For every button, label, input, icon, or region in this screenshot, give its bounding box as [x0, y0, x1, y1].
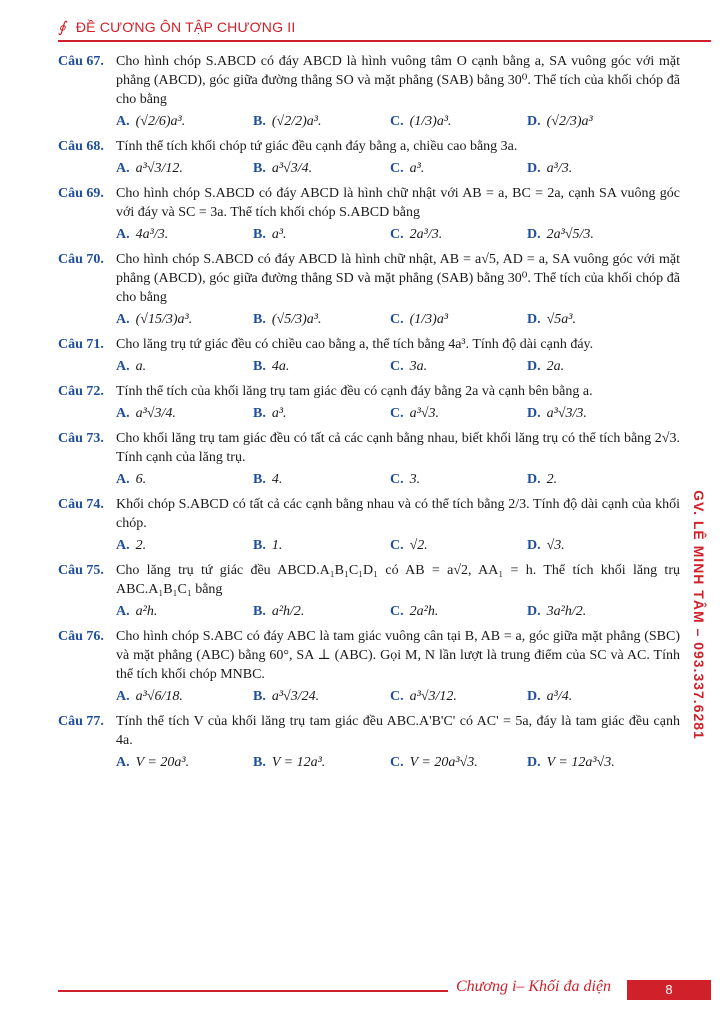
option-value: a³√6/18. [135, 689, 183, 704]
option-value: a. [135, 359, 147, 374]
question-label: Câu 75. [58, 563, 104, 578]
option-value: a³. [271, 406, 287, 421]
option-label: C. [390, 755, 404, 770]
question-text: Cho khối lăng trụ tam giác đều có tất cả các cạnh bằng nhau, biết khối lăng trụ có thể tích bằng 2√3. Tính cạnh của lăng trụ. [116, 431, 680, 465]
option-label: D. [527, 472, 541, 487]
footer-chapter: Chương i– Khối đa diện [456, 978, 612, 995]
option-value: a³√3/3. [546, 406, 587, 421]
option-label: C. [390, 689, 404, 704]
question-head [58, 52, 680, 109]
option-label: A. [116, 161, 130, 176]
option-label: B. [253, 312, 266, 327]
option-value: 4a. [271, 359, 290, 374]
answer-option[interactable] [527, 225, 664, 244]
question-item [58, 429, 680, 489]
answer-option[interactable] [253, 470, 390, 489]
question-item [58, 184, 680, 244]
option-label: A. [116, 472, 130, 487]
page-footer [58, 978, 711, 1004]
option-label: D. [527, 312, 541, 327]
question-text: Cho lăng trụ tứ giác đều có chiều cao bằng a, thể tích bằng 4a³. Tính độ dài cạnh đáy. [116, 337, 594, 352]
question-head [58, 335, 680, 354]
option-value: a³√3/24. [271, 689, 320, 704]
option-value: (1/3)a³. [409, 114, 452, 129]
option-label: A. [116, 755, 130, 770]
option-label: B. [253, 472, 266, 487]
answer-option[interactable] [390, 404, 527, 423]
answer-option[interactable] [527, 159, 664, 178]
option-value: 2. [546, 472, 558, 487]
answer-option[interactable] [253, 310, 390, 329]
answer-option[interactable] [527, 687, 664, 706]
option-value: a³/3. [546, 161, 573, 176]
question-item [58, 495, 680, 555]
answer-option[interactable] [390, 310, 527, 329]
option-label: B. [253, 538, 266, 553]
option-value: (√5/3)a³. [271, 312, 322, 327]
option-label: D. [527, 161, 541, 176]
question-text: Cho hình chóp S.ABCD có đáy ABCD là hình vuông tâm O cạnh bằng a, SA vuông góc với mặt phẳng (ABCD), góc giữa đường thẳng SO và mặt phẳng (SAB) bằng 30⁰. Thể tích của khối chóp đã cho bằng [116, 54, 680, 107]
question-label: Câu 68. [58, 139, 104, 154]
option-value: a²h/2. [271, 604, 305, 619]
answer-options [58, 753, 680, 772]
header-title: ĐỀ CƯƠNG ÔN TẬP CHƯƠNG II [75, 19, 296, 35]
answer-options [58, 225, 680, 244]
answer-option[interactable] [116, 112, 253, 131]
question-text: Tính thể tích khối chóp tứ giác đều cạnh đáy bằng a, chiều cao bằng 3a. [116, 139, 518, 154]
answer-options [58, 687, 680, 706]
answer-option[interactable] [527, 536, 664, 555]
option-value: 2a³√5/3. [546, 227, 594, 242]
option-value: a³√3/12. [409, 689, 457, 704]
answer-option[interactable] [527, 404, 664, 423]
answer-option[interactable] [253, 357, 390, 376]
question-label: Câu 70. [58, 252, 104, 267]
option-value: a³. [271, 227, 287, 242]
option-label: A. [116, 689, 130, 704]
answer-option[interactable] [527, 357, 664, 376]
option-value: √3. [546, 538, 565, 553]
integral-icon: ∮ [58, 20, 66, 36]
author-contact: GV. LÊ MINH TÂM – 093.337.6281 [691, 490, 707, 740]
page-header [58, 18, 711, 42]
answer-option[interactable] [253, 159, 390, 178]
option-label: B. [253, 755, 266, 770]
answer-options [58, 470, 680, 489]
option-label: D. [527, 114, 541, 129]
option-label: B. [253, 406, 266, 421]
answer-option[interactable] [116, 310, 253, 329]
question-item [58, 52, 680, 131]
question-text: Tính thể tích V của khối lăng trụ tam giác đều ABC.A'B'C' có AC' = 5a, đáy là tam giác đều cạnh 4a. [116, 714, 680, 748]
footer-rule [58, 990, 448, 992]
option-value: a³√3/12. [135, 161, 183, 176]
question-label: Câu 77. [58, 714, 104, 729]
answer-option[interactable] [253, 112, 390, 131]
option-value: 3a. [409, 359, 428, 374]
option-value: a³√3/4. [135, 406, 176, 421]
option-value: a³√3. [409, 406, 440, 421]
answer-option[interactable] [390, 687, 527, 706]
answer-option[interactable] [390, 470, 527, 489]
option-value: 2a³/3. [409, 227, 443, 242]
option-value: a³/4. [546, 689, 573, 704]
question-item [58, 250, 680, 329]
option-label: A. [116, 538, 130, 553]
option-label: A. [116, 406, 130, 421]
answer-option[interactable] [116, 687, 253, 706]
question-label: Câu 69. [58, 186, 104, 201]
question-item [58, 712, 680, 772]
option-label: B. [253, 161, 266, 176]
page-number: 8 [627, 980, 711, 1000]
answer-option[interactable] [116, 357, 253, 376]
answer-option[interactable] [253, 602, 390, 621]
option-label: C. [390, 227, 404, 242]
answer-option[interactable] [527, 310, 664, 329]
option-label: C. [390, 538, 404, 553]
option-value: 4a³/3. [135, 227, 169, 242]
option-value: V = 20a³. [135, 755, 190, 770]
question-label: Câu 72. [58, 384, 104, 399]
option-label: B. [253, 227, 266, 242]
answer-option[interactable] [253, 687, 390, 706]
question-list [58, 52, 680, 778]
answer-option[interactable] [527, 470, 664, 489]
option-value: 6. [135, 472, 147, 487]
option-value: V = 12a³. [271, 755, 326, 770]
answer-option[interactable] [527, 602, 664, 621]
option-value: a³. [409, 161, 425, 176]
question-text: Cho lăng trụ tứ giác đều ABCD.A₁B₁C₁D₁ có AB = a√2, AA₁ = h. Thể tích khối lăng trụ ABC.A₁B₁C₁ bằng [116, 563, 680, 597]
option-value: (√2/3)a³ [546, 114, 593, 129]
question-text: Cho hình chóp S.ABCD có đáy ABCD là hình chữ nhật với AB = a, BC = 2a, cạnh SA vuông góc với đáy và SC = 3a. Thể tích khối chóp S.ABCD bằng [116, 186, 680, 220]
option-label: C. [390, 604, 404, 619]
answer-option[interactable] [116, 159, 253, 178]
question-item [58, 627, 680, 706]
question-item [58, 561, 680, 621]
answer-options [58, 602, 680, 621]
question-head [58, 712, 680, 750]
answer-options [58, 112, 680, 131]
question-head [58, 561, 680, 599]
option-label: C. [390, 406, 404, 421]
option-value: (√2/6)a³. [135, 114, 186, 129]
option-label: D. [527, 227, 541, 242]
option-value: 3a²h/2. [546, 604, 587, 619]
answer-options [58, 404, 680, 423]
answer-options [58, 310, 680, 329]
option-label: D. [527, 359, 541, 374]
option-value: (√2/2)a³. [271, 114, 322, 129]
question-head [58, 627, 680, 684]
answer-option[interactable] [253, 753, 390, 772]
question-label: Câu 67. [58, 54, 104, 69]
option-label: D. [527, 406, 541, 421]
question-text: Cho hình chóp S.ABCD có đáy ABCD là hình chữ nhật, AB = a√5, AD = a, SA vuông góc với mặt phẳng (ABCD), góc giữa đường thẳng SD và mặt phẳng (SAB) bằng 30⁰. Thể tích của khối chóp đã cho bằng [116, 252, 680, 305]
question-text: Khối chóp S.ABCD có tất cả các cạnh bằng nhau và có thể tích bằng 2/3. Tính độ dài cạnh của khối chóp. [116, 497, 680, 531]
answer-options [58, 536, 680, 555]
option-value: a²h. [135, 604, 158, 619]
answer-option[interactable] [390, 753, 527, 772]
answer-option[interactable] [390, 536, 527, 555]
option-label: B. [253, 604, 266, 619]
answer-option[interactable] [253, 404, 390, 423]
option-value: (1/3)a³ [409, 312, 449, 327]
author-sidebar [684, 480, 714, 750]
question-head [58, 495, 680, 533]
answer-option[interactable] [390, 159, 527, 178]
answer-option[interactable] [116, 536, 253, 555]
option-value: V = 20a³√3. [409, 755, 478, 770]
question-head [58, 137, 680, 156]
question-head [58, 429, 680, 467]
option-value: a³√3/4. [271, 161, 313, 176]
option-value: √2. [409, 538, 428, 553]
question-head [58, 184, 680, 222]
option-value: V = 12a³√3. [546, 755, 615, 770]
option-value: √5a³. [546, 312, 577, 327]
option-value: 2a²h. [409, 604, 439, 619]
option-label: C. [390, 161, 404, 176]
option-label: A. [116, 114, 130, 129]
option-label: A. [116, 312, 130, 327]
answer-option[interactable] [390, 112, 527, 131]
question-label: Câu 73. [58, 431, 104, 446]
question-head [58, 382, 680, 401]
option-label: A. [116, 604, 130, 619]
option-label: D. [527, 689, 541, 704]
option-value: 2a. [546, 359, 565, 374]
option-label: D. [527, 604, 541, 619]
option-label: D. [527, 755, 541, 770]
option-label: B. [253, 359, 266, 374]
option-label: D. [527, 538, 541, 553]
question-item [58, 335, 680, 376]
option-label: C. [390, 359, 404, 374]
answer-option[interactable] [390, 357, 527, 376]
answer-option[interactable] [116, 404, 253, 423]
question-text: Tính thể tích của khối lăng trụ tam giác đều có cạnh đáy bằng 2a và cạnh bên bằng a. [116, 384, 593, 399]
question-item [58, 137, 680, 178]
option-label: B. [253, 689, 266, 704]
answer-option[interactable] [253, 225, 390, 244]
answer-option[interactable] [390, 225, 527, 244]
header-rule [58, 40, 711, 42]
option-label: C. [390, 472, 404, 487]
option-value: 1. [271, 538, 283, 553]
question-text: Cho hình chóp S.ABC có đáy ABC là tam giác vuông cân tại B, AB = a, góc giữa mặt phẳng (SBC) và mặt phẳng (ABC) bằng 60°, SA ⊥ (ABC). Gọi M, N lần lượt là trung điểm của SC và AC. Tính thể tích khối chóp MNBC. [116, 629, 680, 682]
option-value: (√15/3)a³. [135, 312, 193, 327]
option-label: C. [390, 312, 404, 327]
answer-options [58, 357, 680, 376]
option-label: A. [116, 359, 130, 374]
answer-option[interactable] [527, 112, 664, 131]
question-label: Câu 76. [58, 629, 104, 644]
question-label: Câu 74. [58, 497, 104, 512]
option-value: 2. [135, 538, 147, 553]
question-head [58, 250, 680, 307]
question-item [58, 382, 680, 423]
answer-options [58, 159, 680, 178]
answer-option[interactable] [527, 753, 664, 772]
answer-option[interactable] [116, 602, 253, 621]
answer-option[interactable] [390, 602, 527, 621]
answer-option[interactable] [116, 470, 253, 489]
option-value: 4. [271, 472, 283, 487]
option-label: B. [253, 114, 266, 129]
option-label: A. [116, 227, 130, 242]
option-value: 3. [409, 472, 421, 487]
option-label: C. [390, 114, 404, 129]
answer-option[interactable] [253, 536, 390, 555]
question-label: Câu 71. [58, 337, 104, 352]
answer-option[interactable] [116, 225, 253, 244]
answer-option[interactable] [116, 753, 253, 772]
